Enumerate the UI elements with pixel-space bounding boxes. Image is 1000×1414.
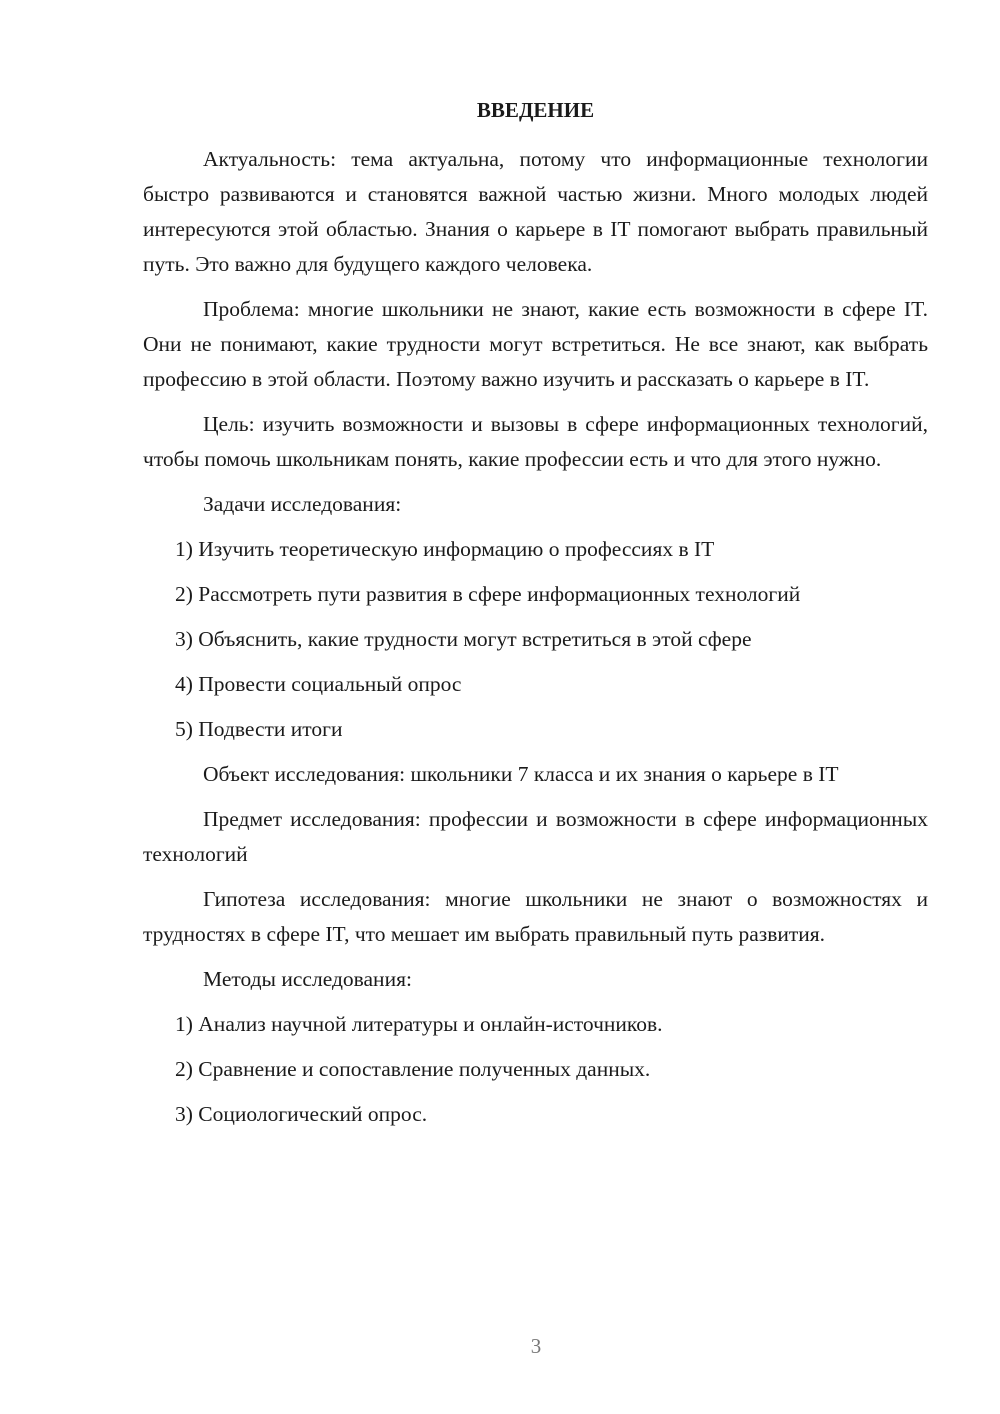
page-title: ВВЕДЕНИЕ (476, 98, 595, 122)
list-item: 1) Анализ научной литературы и онлайн-источников. (175, 1012, 663, 1036)
hypothesis-paragraph: Гипотеза исследования: многие школьники не знают о возможностях и трудностях в сфере IT, что мешает им выбрать правильный путь развития. (143, 887, 928, 946)
list-item: 2) Рассмотреть пути развития в сфере информационных технологий (175, 582, 801, 606)
document-page (143, 94, 928, 1142)
subject-paragraph: Предмет исследования: профессии и возможности в сфере информационных технологий (143, 807, 928, 866)
list-item: 5) Подвести итоги (175, 717, 343, 741)
list-item: 3) Социологический опрос. (175, 1102, 428, 1126)
object-paragraph: Объект исследования: школьники 7 класса и их знания о карьере в IT (203, 762, 839, 786)
methods-heading: Методы исследования: (203, 967, 412, 991)
list-item: 1) Изучить теоретическую информацию о профессиях в IT (175, 537, 715, 561)
tasks-heading: Задачи исследования: (203, 492, 402, 516)
list-item: 3) Объяснить, какие трудности могут встретиться в этой сфере (175, 627, 752, 651)
list-item: 4) Провести социальный опрос (175, 672, 462, 696)
goal-paragraph: Цель: изучить возможности и вызовы в сфере информационных технологий, чтобы помочь школьникам понять, какие профессии есть и что для этого нужно. (143, 412, 928, 471)
methods-list (143, 1007, 928, 1132)
list-item: 2) Сравнение и сопоставление полученных данных. (175, 1057, 651, 1081)
page-number: 3 (530, 1334, 542, 1358)
tasks-list (143, 532, 928, 747)
problem-paragraph: Проблема: многие школьники не знают, какие есть возможности в сфере IT. Они не понимают, какие трудности могут встретиться. Не все знают, как выбрать профессию в этой области. Поэтому важно изучить и рассказать о карьере в IT. (143, 297, 928, 391)
relevance-paragraph: Актуальность: тема актуальна, потому что информационные технологии быстро развиваются и становятся важной частью жизни. Много молодых людей интересуются этой областью. Знания о карьере в IT помогают выбрать правильный путь. Это важно для будущего каждого человека. (143, 147, 928, 276)
